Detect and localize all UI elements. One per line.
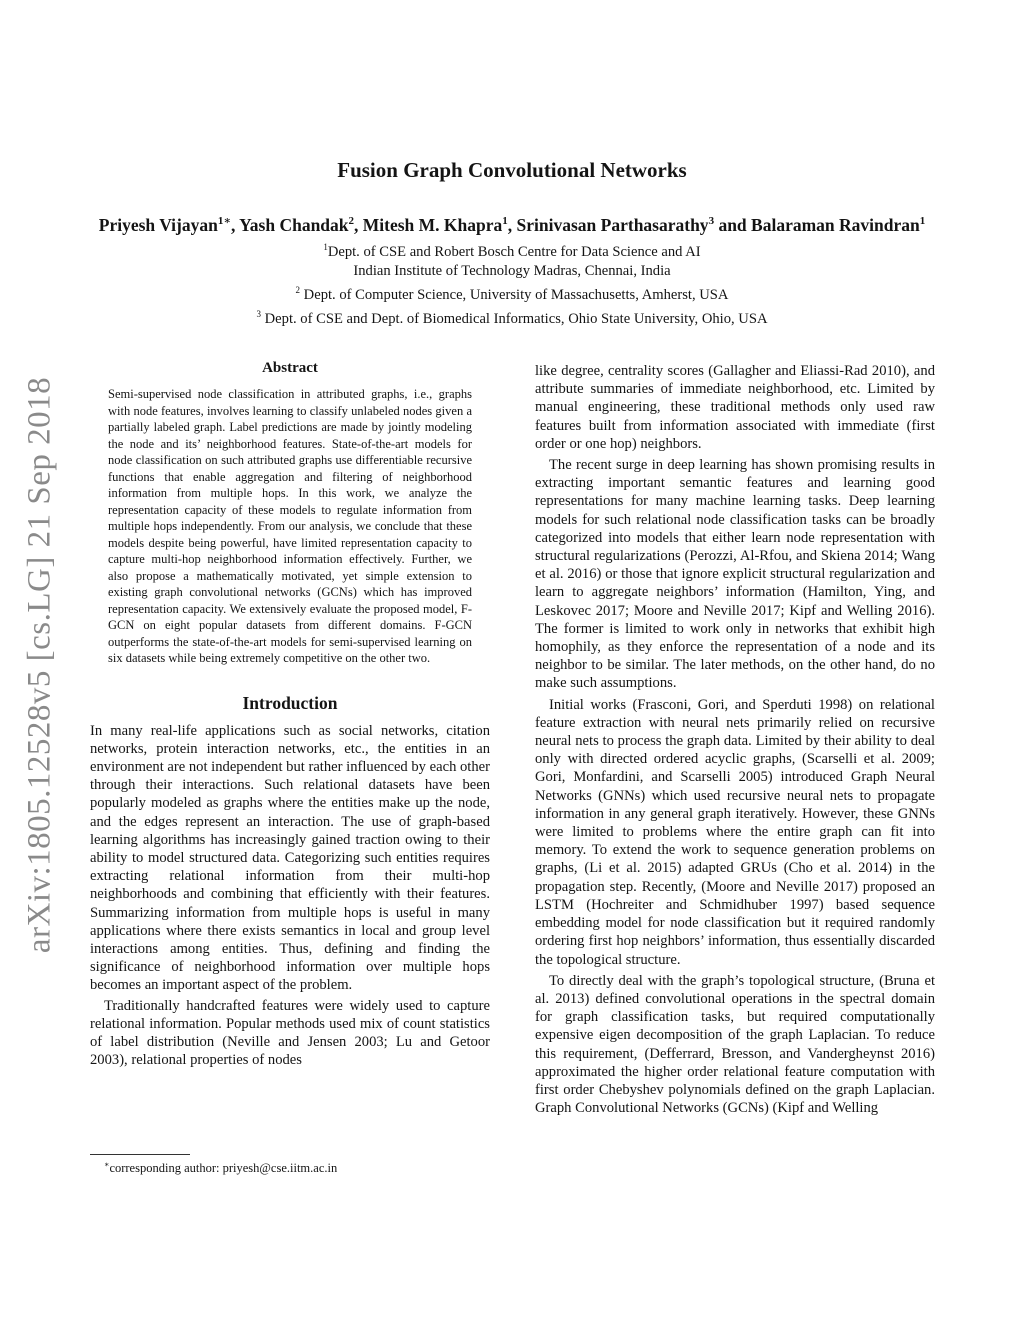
author-mark: 1∗ bbox=[217, 215, 231, 227]
footnote-rule bbox=[90, 1154, 190, 1155]
footnote-content: corresponding author: priyesh@cse.iitm.ac.in bbox=[109, 1161, 338, 1176]
affiliation bbox=[0, 281, 1024, 305]
author-name: Priyesh Vijayan bbox=[98, 214, 218, 235]
author-mark: 1 bbox=[919, 215, 926, 227]
body-paragraph: In many real-life applications such as social networks, citation networks, protein interaction networks, etc., the entities in an environment are not independent but rather influenced by each other through their interactions. Such relational datasets have been popularly modeled as graphs where the entities make up the node, and the edges represent an interaction. The use of graph-based learning algorithms has increasingly gained traction owing to their ability to model structured data. Categorizing such entities requires extracting relational information from their multi-hop neighborhoods and combining that efficiently with their features. Summarizing information from multiple hops is useful in many applications where there exists semantics in local and group level interactions among entities. Thus, defining and finding the significance of neighborhood information over multiple hops becomes an important aspect of the problem. bbox=[90, 722, 490, 994]
affiliation bbox=[0, 262, 1024, 281]
author-separator: , bbox=[507, 214, 517, 235]
author-mark: 3 bbox=[708, 215, 715, 227]
affiliation-list bbox=[0, 238, 1024, 329]
body-paragraph: Traditionally handcrafted features were widely used to capture relational information. Popular methods used mix of count statistics of label distribution (Neville and Jensen 2003; Lu and Getoor 2003), relational properties of nodes bbox=[90, 997, 490, 1069]
abstract-text: Semi-supervised node classification in attributed graphs, i.e., graphs with node features, involves learning to classify unlabeled nodes given a partially labeled graph. Label predictions are made by jointly modeling the node and its’ neighborhood features. State-of-the-art models for node classification on such attributed graphs use differentiable recursive functions that enable aggregation and filtering of neighborhood information from multiple hops. In this work, we analyze the representation capacity of these models to regulate information from multiple hops independently. From our analysis, we conclude that these models despite being powerful, have limited representation capacity to capture multi-hop neighborhood information effectively. Further, we also propose a mathematically motivated, yet simple extension to existing graph convolutional networks (GCNs) which has improved representation capacity. We extensively evaluate the proposed model, F-GCN on eight popular datasets from different domains. F-GCN outperforms the state-of-the-art models for semi-supervised learning on six datasets while being extremely competitive on the other two. bbox=[108, 387, 472, 665]
abstract-heading: Abstract bbox=[262, 360, 318, 376]
affiliation bbox=[0, 238, 1024, 262]
paper-title: Fusion Graph Convolutional Networks bbox=[337, 158, 687, 182]
author-separator: , bbox=[354, 214, 363, 235]
footnote-text bbox=[90, 1160, 490, 1176]
author-mark: 2 bbox=[348, 215, 355, 227]
body-paragraph: like degree, centrality scores (Gallagher and Eliassi-Rad 2010), and attribute summaries of immediate neighborhood, etc. Limited by manual engineering, these traditional methods only used raw features built from information associated with immediate (first order or one hop) neighbors. bbox=[535, 363, 935, 452]
author-name: Yash Chandak bbox=[239, 214, 349, 235]
author-separator: , bbox=[230, 214, 240, 235]
author-name: Balaraman Ravindran bbox=[751, 214, 920, 235]
right-column bbox=[535, 362, 935, 1117]
affiliation-text: Dept. of CSE and Dept. of Biomedical Informatics, Ohio State University, Ohio, USA bbox=[260, 310, 768, 327]
author-name: Srinivasan Parthasarathy bbox=[516, 214, 709, 235]
affiliation-text: Indian Institute of Technology Madras, Chennai, India bbox=[353, 262, 671, 279]
footnote bbox=[90, 1154, 490, 1176]
left-column bbox=[90, 360, 490, 1069]
introduction-heading: Introduction bbox=[242, 692, 338, 713]
author-mark: 1 bbox=[502, 215, 508, 227]
author-name: Mitesh M. Khapra bbox=[362, 214, 503, 235]
author-list bbox=[0, 214, 1024, 236]
affiliation-mark: 1 bbox=[323, 242, 328, 252]
affiliation-text: Dept. of Computer Science, University of Massachusetts, Amherst, USA bbox=[300, 286, 729, 303]
affiliation-text: Dept. of CSE and Robert Bosch Centre for Data Science and AI bbox=[327, 243, 701, 260]
body-paragraph: To directly deal with the graph’s topological structure, (Bruna et al. 2013) defined convolutional operations in the spectral domain for graph classification tasks, but required computationally expensive eigen decomposition of the graph Laplacian. To reduce this requirement, (Defferrard, Bresson, and Vandergheynst 2016) approximated the higher order relational feature computation with first order Chebyshev polynomials defined on the graph Laplacian. Graph Convolutional Networks (GCNs) (Kipf and Welling bbox=[535, 972, 935, 1117]
affiliation-mark: 3 bbox=[256, 308, 261, 319]
arxiv-id: arXiv:1805.12528v5 [cs.LG] 21 Sep 2018 bbox=[21, 376, 58, 954]
affiliation bbox=[0, 305, 1024, 329]
footnote-mark: ∗ bbox=[104, 1160, 110, 1169]
body-paragraph: Initial works (Frasconi, Gori, and Sperduti 1998) on relational feature extraction with neural nets primarily relied on recursive neural nets to process the graph data. Limited by their ability to deal only with directed ordered acyclic graphs, (Scarselli et al. 2009; Gori, Monfardini, and Scarselli 2005) introduced Graph Neural Networks (GNNs) which used recursive neural nets to propagate information in any general graph iteratively. However, these GNNs were limited to problems where the entire graph can fit into memory. To extend the work to sequence generation problems on graphs, (Li et al. 2015) adapted GRUs (Cho et al. 2014) in the propagation step. Recently, (Moore and Neville 2017) proposed an LSTM (Hochreiter and Schmidhuber 1997) based sequence embedding model for node classification but it required randomly ordering first hop neighbors’ information, thus essentially discarded the topological structure. bbox=[535, 696, 935, 968]
body-paragraph: The recent surge in deep learning has shown promising results in extracting important semantic features and learning good representations for many machine learning tasks. Deep learning models for such relational node classification tasks can be broadly categorized into models that either learn node representation with structural regularizations (Perozzi, Al-Rfou, and Skiena 2014; Wang et al. 2016) or those that ignore explicit structural regularization and learn to aggregate neighbors’ information (Hamilton, Ying, and Leskovec 2017; Moore and Neville 2017; Kipf and Welling 2016). The former is limited to work only in networks that exhibit high homophily, as they enforce the representation of a node and its neighbor to be similar. The later methods, on the other hand, do no make such assumptions. bbox=[535, 457, 935, 692]
author-and: and bbox=[714, 214, 752, 235]
affiliation-mark: 2 bbox=[295, 284, 301, 295]
